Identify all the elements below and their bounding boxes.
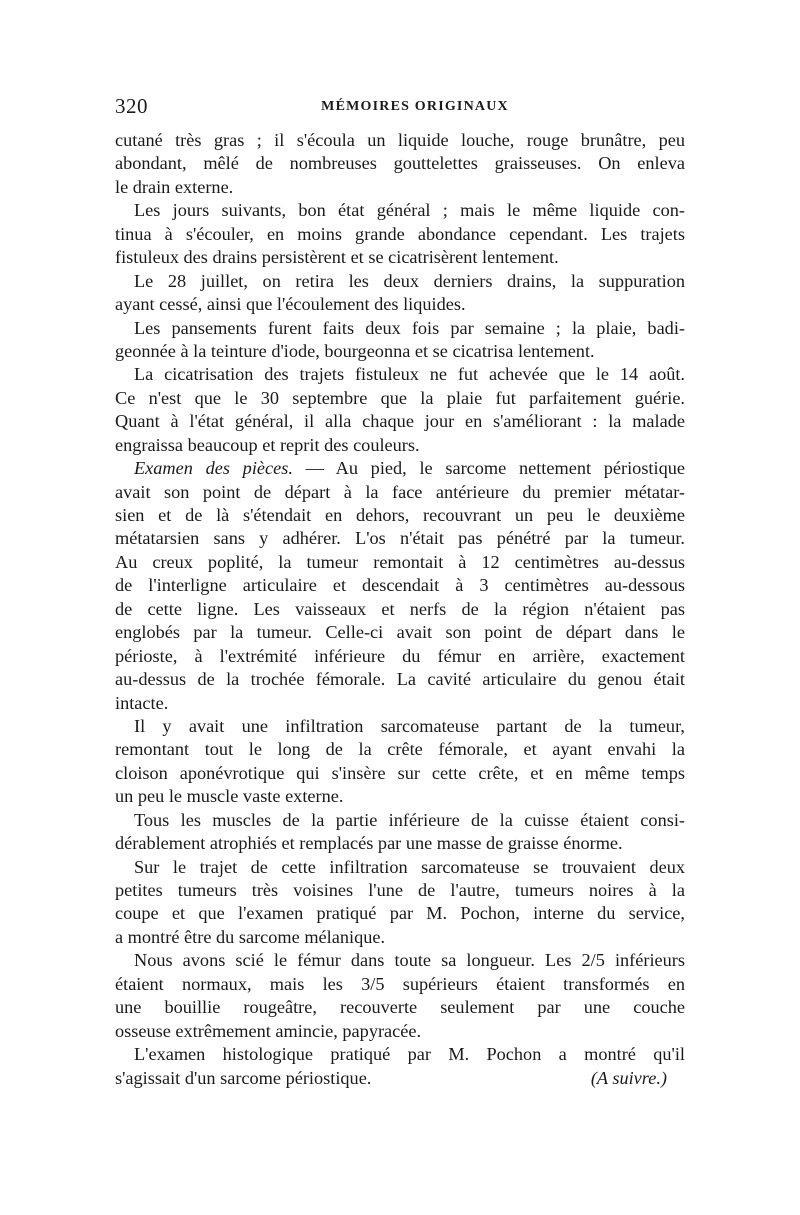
text-line [115, 832, 685, 855]
line-text: — Au pied, le sarcome nettement périostique [305, 458, 685, 479]
text-line [115, 692, 685, 715]
text-line [115, 762, 685, 785]
line-text: geonnée à la teinture d'iode, bourgeonna et se cicatrisa lentement. [115, 340, 595, 361]
article-body [115, 129, 685, 1090]
line-text: remontant tout le long de la crête fémorale, et ayant envahi la [115, 739, 685, 760]
text-line [115, 668, 685, 691]
line-text: intacte. [115, 692, 169, 713]
line-text: Ce n'est que le 30 septembre que la plaie fut parfaitement guérie. [115, 387, 685, 408]
line-text: une bouillie rougeâtre, recouverte seulement par une couche [115, 997, 685, 1018]
line-text: de cette ligne. Les vaisseaux et nerfs de la région n'étaient pas [115, 598, 685, 619]
text-line [115, 434, 685, 457]
text-line [115, 856, 685, 879]
line-text: osseuse extrêmement amincie, papyracée. [115, 1020, 422, 1041]
text-line [115, 246, 685, 269]
text-line [115, 363, 685, 386]
text-line [115, 645, 685, 668]
text-line [115, 1020, 685, 1043]
text-line [115, 410, 685, 433]
text-line [115, 504, 685, 527]
line-text: Au creux poplité, la tumeur remontait à 12 centimètres au-dessus [115, 551, 685, 572]
text-line [115, 340, 685, 363]
line-text: Sur le trajet de cette infiltration sarcomateuse se trouvaient deux [134, 856, 685, 877]
line-text: L'examen histologique pratiqué par M. Pochon a montré qu'il [134, 1044, 685, 1065]
text-line [115, 457, 685, 480]
text-line [115, 926, 685, 949]
line-text: au-dessus de la trochée fémorale. La cavité articulaire du genou était [115, 669, 685, 690]
continuation-note: (A suivre.) [590, 1067, 667, 1088]
page-header [115, 94, 685, 120]
line-text: Le 28 juillet, on retira les deux derniers drains, la suppuration [134, 270, 685, 291]
text-line [115, 481, 685, 504]
section-heading: Examen des pièces. [134, 458, 293, 479]
line-text: dérablement atrophiés et remplacés par une masse de graisse énorme. [115, 833, 623, 854]
text-line [115, 574, 685, 597]
text-line [115, 129, 685, 152]
running-title: MÉMOIRES ORIGINAUX [321, 99, 509, 114]
line-text: a montré être du sarcome mélanique. [115, 926, 386, 947]
line-text: tinua à s'écouler, en moins grande abondance cependant. Les trajets [115, 223, 685, 244]
line-text: de l'interligne articulaire et descendait à 3 centimètres au-dessous [115, 575, 685, 596]
line-text: périoste, à l'extrémité inférieure du fémur en arrière, exactement [115, 645, 685, 666]
text-line [115, 996, 685, 1019]
text-line [115, 387, 685, 410]
line-text: engraissa beaucoup et reprit des couleurs. [115, 434, 420, 455]
line-text: coupe et que l'examen pratiqué par M. Pochon, interne du service, [115, 903, 685, 924]
page-number: 320 [115, 94, 148, 118]
text-line [115, 223, 685, 246]
text-line [115, 270, 685, 293]
text-line [115, 809, 685, 832]
text-line [115, 293, 685, 316]
text-line [115, 1043, 685, 1066]
line-text: Tous les muscles de la partie inférieure de la cuisse étaient consi- [134, 809, 685, 830]
line-text: Les pansements furent faits deux fois par semaine ; la plaie, badi- [134, 317, 685, 338]
text-line [115, 621, 685, 644]
text-line [115, 879, 685, 902]
text-line [115, 527, 685, 550]
text-line [115, 317, 685, 340]
text-line [115, 902, 685, 925]
line-text: petites tumeurs très voisines l'une de l'autre, tumeurs noires à la [115, 880, 685, 900]
final-line [115, 1067, 685, 1090]
line-text: abondant, mêlé de nombreuses gouttelettes graisseuses. On enleva [115, 153, 685, 174]
text-line [115, 176, 685, 199]
line-text: s'agissait d'un sarcome périostique. [115, 1067, 372, 1088]
text-line [115, 715, 685, 738]
text-line [115, 551, 685, 574]
line-text: sien et de là s'étendait en dehors, recouvrant un peu le deuxième [115, 505, 685, 525]
line-text: étaient normaux, mais les 3/5 supérieurs étaient transformés en [115, 973, 685, 994]
line-text: fistuleux des drains persistèrent et se cicatrisèrent lentement. [115, 247, 559, 268]
line-text: La cicatrisation des trajets fistuleux ne fut achevée que le 14 août. [134, 364, 685, 385]
line-text: un peu le muscle vaste externe. [115, 786, 344, 807]
text-line [115, 949, 685, 972]
line-text: cutané très gras ; il s'écoula un liquide louche, rouge brunâtre, peu [115, 130, 685, 150]
line-text: avait son point de départ à la face antérieure du premier métatar- [115, 481, 685, 502]
line-text: Il y avait une infiltration sarcomateuse partant de la tumeur, [134, 715, 685, 736]
text-line [115, 152, 685, 175]
line-text: le drain externe. [115, 176, 234, 197]
line-text: Quant à l'état général, il alla chaque jour en s'améliorant : la malade [115, 411, 685, 432]
text-line [115, 973, 685, 996]
line-text: Nous avons scié le fémur dans toute sa longueur. Les 2/5 inférieurs [134, 950, 685, 971]
line-text: englobés par la tumeur. Celle-ci avait son point de départ dans le [115, 622, 685, 643]
text-line [115, 785, 685, 808]
line-text: Les jours suivants, bon état général ; mais le même liquide con- [134, 200, 685, 221]
line-text: ayant cessé, ainsi que l'écoulement des liquides. [115, 294, 466, 315]
text-line [115, 598, 685, 621]
text-line [115, 199, 685, 222]
text-line [115, 738, 685, 761]
line-text: métatarsien sans y adhérer. L'os n'était pas pénétré par la tumeur. [115, 528, 685, 549]
line-text: cloison aponévrotique qui s'insère sur cette crête, et en même temps [115, 762, 685, 783]
